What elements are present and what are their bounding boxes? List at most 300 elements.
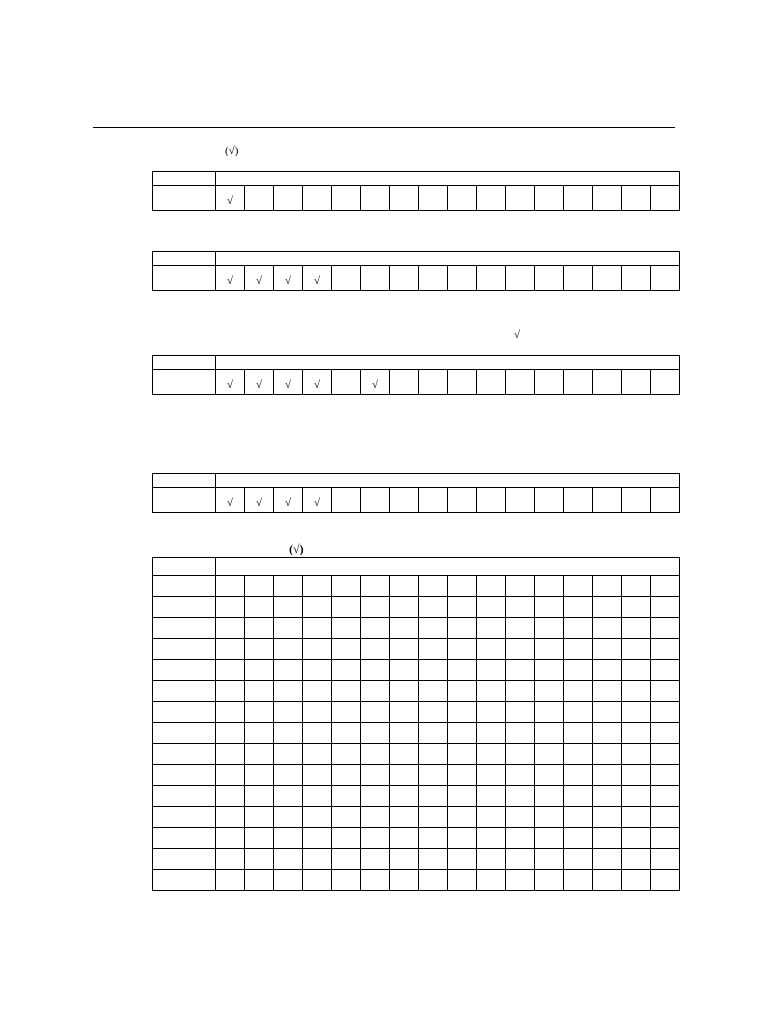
blank-cell (564, 618, 593, 639)
mark-cell (419, 266, 448, 291)
table-row (153, 807, 680, 828)
blank-cell (390, 765, 419, 786)
blank-cell (506, 807, 535, 828)
row-label-cell (153, 786, 216, 807)
blank-cell (622, 828, 651, 849)
blank-cell (419, 807, 448, 828)
blank-cell (419, 639, 448, 660)
blank-cell (361, 828, 390, 849)
blank-cell (477, 639, 506, 660)
blank-cell (535, 870, 564, 891)
blank-cell (274, 807, 303, 828)
check-mark: √ (284, 378, 292, 391)
blank-cell (477, 807, 506, 828)
blank-cell (361, 765, 390, 786)
blank-cell (564, 744, 593, 765)
blank-cell (274, 639, 303, 660)
check-mark: √ (255, 378, 263, 391)
mark-cell (564, 488, 593, 513)
blank-cell (477, 723, 506, 744)
blank-cell (419, 597, 448, 618)
mark-cell (506, 488, 535, 513)
table-row (153, 702, 680, 723)
blank-cell (303, 765, 332, 786)
blank-cell (245, 786, 274, 807)
blank-cell (216, 618, 245, 639)
blank-cell (622, 849, 651, 870)
blank-cell (564, 786, 593, 807)
mark-cell (477, 266, 506, 291)
blank-cell (506, 765, 535, 786)
blank-cell (651, 849, 680, 870)
table-row (153, 266, 680, 291)
blank-cell (593, 870, 622, 891)
blank-cell (477, 597, 506, 618)
mark-cell (564, 266, 593, 291)
table-row (153, 765, 680, 786)
table-row (153, 870, 680, 891)
blank-cell (593, 660, 622, 681)
check-mark: √ (226, 274, 234, 287)
row-label-cell (153, 488, 216, 513)
blank-cell (303, 702, 332, 723)
blank-cell (303, 681, 332, 702)
blank-cell (535, 702, 564, 723)
table-row (153, 597, 680, 618)
mark-cell (419, 370, 448, 395)
blank-cell (303, 870, 332, 891)
blank-cell (477, 660, 506, 681)
blank-cell (622, 618, 651, 639)
mark-cell (390, 186, 419, 211)
blank-cell (506, 681, 535, 702)
row-label-cell (153, 702, 216, 723)
table-row (153, 723, 680, 744)
blank-cell (564, 828, 593, 849)
check-table-3 (152, 355, 680, 395)
blank-cell (274, 870, 303, 891)
blank-cell (274, 576, 303, 597)
check-table-2 (152, 251, 680, 291)
mark-cell (622, 370, 651, 395)
mark-cell (361, 186, 390, 211)
blank-cell (274, 828, 303, 849)
mark-cell (361, 370, 390, 395)
blank-cell (564, 681, 593, 702)
blank-cell (651, 702, 680, 723)
blank-cell (361, 807, 390, 828)
blank-record-table (152, 557, 680, 891)
blank-cell (506, 849, 535, 870)
blank-cell (390, 828, 419, 849)
blank-cell (274, 702, 303, 723)
blank-cell (593, 723, 622, 744)
blank-cell (506, 786, 535, 807)
blank-cell (274, 765, 303, 786)
blank-cell (361, 576, 390, 597)
blank-cell (535, 597, 564, 618)
blank-cell (216, 597, 245, 618)
header-label-cell (153, 252, 216, 266)
blank-cell (651, 870, 680, 891)
blank-cell (332, 702, 361, 723)
blank-cell (448, 786, 477, 807)
blank-cell (593, 681, 622, 702)
blank-cell (419, 618, 448, 639)
blank-cell (332, 597, 361, 618)
blank-cell (535, 828, 564, 849)
table-row (153, 639, 680, 660)
blank-cell (622, 870, 651, 891)
check-mark: √ (284, 496, 292, 509)
blank-cell (245, 618, 274, 639)
blank-cell (245, 597, 274, 618)
blank-cell (651, 597, 680, 618)
blank-cell (245, 765, 274, 786)
mark-cell (651, 488, 680, 513)
blank-cell (535, 807, 564, 828)
row-label-cell (153, 370, 216, 395)
blank-cell (651, 744, 680, 765)
blank-cell (390, 849, 419, 870)
blank-cell (332, 786, 361, 807)
blank-cell (622, 681, 651, 702)
blank-cell (593, 597, 622, 618)
table-row (153, 786, 680, 807)
check-mark: √ (226, 496, 234, 509)
blank-cell (390, 660, 419, 681)
check-table-4 (152, 473, 680, 513)
row-label-cell (153, 597, 216, 618)
blank-cell (419, 744, 448, 765)
row-label-cell (153, 660, 216, 681)
blank-cell (564, 597, 593, 618)
blank-cell (245, 849, 274, 870)
mark-cell (245, 370, 274, 395)
blank-cell (506, 828, 535, 849)
blank-cell (245, 807, 274, 828)
blank-cell (419, 828, 448, 849)
mark-cell (361, 488, 390, 513)
blank-cell (390, 786, 419, 807)
blank-cell (216, 576, 245, 597)
mark-cell (506, 266, 535, 291)
blank-cell (477, 870, 506, 891)
blank-cell (390, 807, 419, 828)
row-label-cell (153, 744, 216, 765)
blank-cell (245, 744, 274, 765)
blank-cell (274, 618, 303, 639)
blank-cell (564, 870, 593, 891)
row-label-cell (153, 639, 216, 660)
blank-cell (506, 639, 535, 660)
check-mark: √ (255, 496, 263, 509)
mark-cell (245, 488, 274, 513)
blank-cell (390, 702, 419, 723)
blank-cell (477, 828, 506, 849)
header-span-cell (216, 474, 680, 488)
mark-cell (216, 186, 245, 211)
blank-cell (593, 828, 622, 849)
blank-cell (216, 744, 245, 765)
blank-cell (535, 618, 564, 639)
blank-cell (361, 723, 390, 744)
blank-cell (303, 576, 332, 597)
blank-cell (216, 702, 245, 723)
row-label-cell (153, 828, 216, 849)
table-row (153, 488, 680, 513)
blank-cell (535, 765, 564, 786)
blank-cell (303, 597, 332, 618)
blank-cell (245, 723, 274, 744)
blank-cell (332, 723, 361, 744)
mark-cell (622, 266, 651, 291)
blank-cell (216, 723, 245, 744)
blank-cell (593, 639, 622, 660)
check-mark: √ (284, 274, 292, 287)
row-label-cell (153, 576, 216, 597)
check-table-1 (152, 171, 680, 211)
blank-cell (361, 597, 390, 618)
blank-cell (303, 828, 332, 849)
blank-cell (622, 765, 651, 786)
check-mark: √ (313, 274, 321, 287)
blank-cell (535, 681, 564, 702)
blank-cell (477, 849, 506, 870)
blank-cell (564, 723, 593, 744)
blank-cell (332, 660, 361, 681)
blank-cell (535, 849, 564, 870)
mark-cell (303, 266, 332, 291)
blank-cell (564, 639, 593, 660)
table-header-row (153, 558, 680, 576)
blank-cell (303, 786, 332, 807)
blank-cell (564, 576, 593, 597)
mark-cell (332, 186, 361, 211)
mark-cell (390, 488, 419, 513)
blank-cell (390, 597, 419, 618)
table-row (153, 828, 680, 849)
blank-cell (332, 828, 361, 849)
blank-cell (390, 618, 419, 639)
blank-cell (332, 618, 361, 639)
header-label-cell (153, 172, 216, 186)
blank-cell (622, 597, 651, 618)
mark-cell (332, 266, 361, 291)
row-label-cell (153, 723, 216, 744)
mark-cell (593, 370, 622, 395)
blank-cell (419, 681, 448, 702)
blank-cell (361, 786, 390, 807)
blank-cell (390, 639, 419, 660)
mark-cell (477, 488, 506, 513)
mark-cell (506, 370, 535, 395)
blank-cell (651, 786, 680, 807)
blank-cell (419, 870, 448, 891)
blank-cell (622, 702, 651, 723)
blank-cell (593, 744, 622, 765)
mark-cell (303, 186, 332, 211)
blank-cell (651, 681, 680, 702)
mark-cell (303, 488, 332, 513)
blank-cell (419, 702, 448, 723)
blank-cell (535, 744, 564, 765)
blank-cell (245, 870, 274, 891)
blank-cell (245, 681, 274, 702)
blank-cell (274, 723, 303, 744)
check-note-3: (√) (289, 542, 304, 556)
check-note-2: √ (514, 329, 521, 341)
check-note-1: (√) (225, 145, 239, 157)
blank-cell (651, 723, 680, 744)
blank-cell (361, 744, 390, 765)
mark-cell (448, 266, 477, 291)
mark-cell (535, 370, 564, 395)
blank-cell (361, 618, 390, 639)
blank-cell (506, 618, 535, 639)
mark-cell (245, 266, 274, 291)
blank-cell (564, 765, 593, 786)
blank-cell (477, 681, 506, 702)
blank-cell (361, 849, 390, 870)
blank-cell (332, 807, 361, 828)
mark-cell (477, 186, 506, 211)
mark-cell (419, 488, 448, 513)
blank-cell (622, 744, 651, 765)
mark-cell (448, 186, 477, 211)
blank-cell (274, 660, 303, 681)
blank-cell (216, 765, 245, 786)
blank-cell (564, 702, 593, 723)
blank-cell (332, 639, 361, 660)
header-span-cell (216, 558, 680, 576)
blank-cell (303, 849, 332, 870)
blank-cell (593, 786, 622, 807)
blank-cell (651, 618, 680, 639)
blank-cell (506, 870, 535, 891)
blank-cell (622, 723, 651, 744)
blank-cell (245, 639, 274, 660)
blank-cell (448, 849, 477, 870)
blank-cell (477, 744, 506, 765)
blank-cell (216, 681, 245, 702)
blank-cell (303, 618, 332, 639)
mark-cell (303, 370, 332, 395)
blank-cell (651, 639, 680, 660)
blank-cell (361, 702, 390, 723)
row-label-cell (153, 765, 216, 786)
mark-cell (216, 370, 245, 395)
blank-cell (216, 828, 245, 849)
check-mark: √ (255, 274, 263, 287)
blank-cell (448, 639, 477, 660)
blank-cell (361, 870, 390, 891)
row-label-cell (153, 870, 216, 891)
mark-cell (216, 488, 245, 513)
blank-cell (361, 681, 390, 702)
header-span-cell (216, 252, 680, 266)
blank-cell (390, 576, 419, 597)
blank-cell (622, 576, 651, 597)
table-row (153, 849, 680, 870)
blank-cell (448, 765, 477, 786)
mark-cell (390, 266, 419, 291)
mark-cell (651, 186, 680, 211)
blank-cell (448, 828, 477, 849)
blank-cell (477, 702, 506, 723)
mark-cell (274, 370, 303, 395)
blank-cell (448, 681, 477, 702)
blank-cell (274, 597, 303, 618)
row-label-cell (153, 681, 216, 702)
blank-cell (216, 639, 245, 660)
mark-cell (274, 266, 303, 291)
mark-cell (622, 488, 651, 513)
blank-cell (477, 786, 506, 807)
header-label-cell (153, 558, 216, 576)
mark-cell (419, 186, 448, 211)
blank-cell (361, 639, 390, 660)
blank-cell (506, 702, 535, 723)
table-row (153, 744, 680, 765)
blank-cell (535, 723, 564, 744)
mark-cell (274, 186, 303, 211)
blank-cell (361, 660, 390, 681)
blank-cell (448, 807, 477, 828)
table-header-row (153, 252, 680, 266)
blank-cell (303, 660, 332, 681)
blank-cell (622, 807, 651, 828)
blank-cell (332, 765, 361, 786)
blank-cell (593, 576, 622, 597)
table-header-row (153, 172, 680, 186)
row-label-cell (153, 807, 216, 828)
mark-cell (564, 370, 593, 395)
blank-cell (274, 786, 303, 807)
blank-cell (622, 639, 651, 660)
blank-cell (448, 660, 477, 681)
mark-cell (593, 488, 622, 513)
blank-cell (419, 660, 448, 681)
blank-cell (332, 870, 361, 891)
table-row (153, 618, 680, 639)
blank-cell (593, 765, 622, 786)
blank-cell (448, 702, 477, 723)
blank-cell (535, 576, 564, 597)
mark-cell (448, 370, 477, 395)
row-label-cell (153, 186, 216, 211)
header-label-cell (153, 356, 216, 370)
mark-cell (332, 488, 361, 513)
blank-cell (535, 639, 564, 660)
blank-cell (216, 870, 245, 891)
blank-cell (245, 828, 274, 849)
check-mark: √ (313, 378, 321, 391)
blank-cell (390, 870, 419, 891)
blank-cell (622, 786, 651, 807)
blank-cell (419, 786, 448, 807)
blank-cell (245, 576, 274, 597)
blank-cell (506, 660, 535, 681)
mark-cell (361, 266, 390, 291)
table-row (153, 681, 680, 702)
blank-cell (448, 618, 477, 639)
blank-cell (303, 744, 332, 765)
mark-cell (506, 186, 535, 211)
blank-cell (506, 597, 535, 618)
mark-cell (535, 266, 564, 291)
blank-cell (419, 849, 448, 870)
